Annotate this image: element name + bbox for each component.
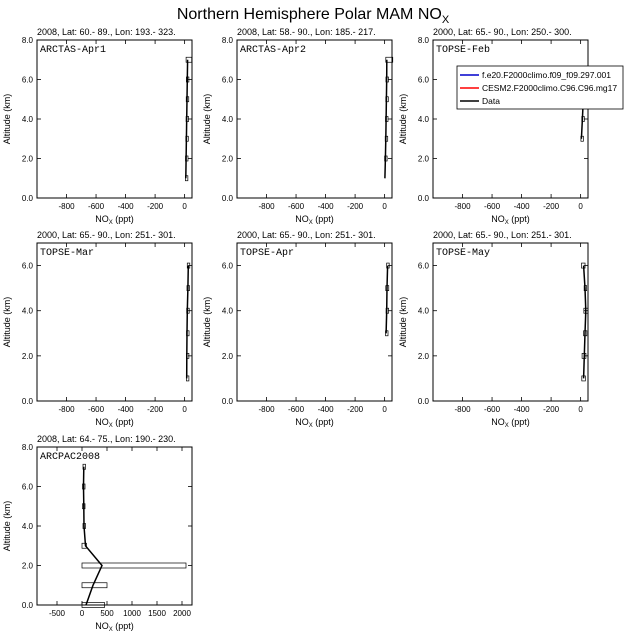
x-tick-label: -600 <box>288 405 305 414</box>
x-tick-label: 2000 <box>173 609 191 618</box>
y-axis-label: Altitude (km) <box>202 296 212 348</box>
x-axis-label: $NO_X$ (ppt) <box>295 214 334 226</box>
x-tick-label: -800 <box>454 405 471 414</box>
campaign-label: TOPSE-Mar <box>40 248 95 259</box>
x-tick-label: -400 <box>117 405 134 414</box>
data-series-line <box>386 266 388 334</box>
plot-frame <box>237 243 392 401</box>
panel-header: 2000, Lat: 65.- 90., Lon: 251.- 301. <box>37 230 176 240</box>
x-tick-label: -200 <box>347 202 364 211</box>
x-tick-label: -800 <box>258 405 275 414</box>
x-tick-label: -600 <box>88 202 105 211</box>
y-tick-label: 0.0 <box>21 397 33 406</box>
panel-header: 2008, Lat: 58.- 90., Lon: 185.- 217. <box>237 27 376 37</box>
x-tick-label: 0 <box>182 405 187 414</box>
y-tick-label: 2.0 <box>221 154 233 164</box>
y-axis-label: Altitude (km) <box>2 296 12 348</box>
x-tick-label: -400 <box>317 405 334 414</box>
y-tick-label: 8.0 <box>221 36 233 45</box>
y-tick-label: 8.0 <box>21 36 33 45</box>
panels <box>2 27 588 633</box>
x-tick-label: -800 <box>258 202 275 211</box>
panel-header: 2008, Lat: 64.- 75., Lon: 190.- 230. <box>37 434 176 444</box>
x-tick-label: 0 <box>182 202 187 211</box>
y-tick-label: 0.0 <box>21 194 33 203</box>
panel-header: 2000, Lat: 65.- 90., Lon: 250.- 300. <box>433 27 572 37</box>
chart-panel <box>2 27 192 226</box>
figure-title <box>177 6 450 26</box>
x-tick-label: -600 <box>484 405 501 414</box>
panel-header: 2008, Lat: 60.- 89., Lon: 193.- 323. <box>37 27 176 37</box>
y-tick-label: 2.0 <box>21 351 33 361</box>
x-tick-label: -400 <box>317 202 334 211</box>
y-tick-label: 2.0 <box>417 351 429 361</box>
figure-title-subscript: X <box>441 14 450 26</box>
x-tick-label: 0 <box>382 405 387 414</box>
x-tick-label: -600 <box>88 405 105 414</box>
chart-panel <box>2 230 192 429</box>
x-axis-label: $NO_X$ (ppt) <box>295 417 334 429</box>
x-tick-label: 1500 <box>148 609 166 618</box>
data-series-line <box>84 467 103 605</box>
y-tick-label: 6.0 <box>417 75 429 85</box>
x-axis-label: $NO_X$ (ppt) <box>95 417 134 429</box>
x-tick-label: 0 <box>382 202 387 211</box>
y-axis-label: Altitude (km) <box>398 296 408 348</box>
x-tick-label: -400 <box>513 202 530 211</box>
x-tick-label: -600 <box>288 202 305 211</box>
x-tick-label: -500 <box>48 609 66 618</box>
y-tick-label: 0.0 <box>417 397 429 406</box>
y-tick-label: 4.0 <box>417 115 429 124</box>
x-tick-label: 0 <box>578 405 583 414</box>
x-tick-label: -200 <box>543 202 560 211</box>
y-tick-label: 6.0 <box>221 75 233 85</box>
campaign-label: TOPSE-May <box>436 248 491 259</box>
y-tick-label: 2.0 <box>417 154 429 164</box>
chart-panel <box>202 27 393 226</box>
x-tick-label: 1000 <box>123 609 141 618</box>
plot-frame <box>237 40 392 198</box>
data-series-line <box>584 266 586 379</box>
plot-frame <box>433 40 588 198</box>
y-tick-label: 2.0 <box>221 351 233 361</box>
y-tick-label: 4.0 <box>221 306 233 316</box>
x-tick-label: -800 <box>454 202 471 211</box>
data-range-box <box>82 563 186 568</box>
campaign-label: TOPSE-Feb <box>436 45 491 56</box>
y-tick-label: 4.0 <box>21 522 33 531</box>
x-tick-label: -800 <box>58 202 75 211</box>
x-tick-label: 500 <box>100 609 114 618</box>
x-tick-label: 0 <box>79 609 85 618</box>
x-axis-label: $NO_X$ (ppt) <box>491 417 530 429</box>
x-axis-label: $NO_X$ (ppt) <box>95 621 134 633</box>
chart-panel <box>398 27 588 226</box>
legend-label: Data <box>482 96 500 106</box>
y-axis-label: Altitude (km) <box>202 93 212 145</box>
y-axis-label: Altitude (km) <box>2 500 12 552</box>
plot-frame <box>433 243 588 401</box>
campaign-label: ARCPAC2008 <box>40 452 101 463</box>
plot-frame <box>37 447 192 605</box>
y-tick-label: 8.0 <box>21 443 33 452</box>
panel-header: 2000, Lat: 65.- 90., Lon: 251.- 301. <box>433 230 572 240</box>
y-tick-label: 0.0 <box>417 194 429 203</box>
panel-header: 2000, Lat: 65.- 90., Lon: 251.- 301. <box>237 230 376 240</box>
y-tick-label: 0.0 <box>221 194 233 203</box>
x-axis-label: $NO_X$ (ppt) <box>95 214 134 226</box>
y-tick-label: 6.0 <box>21 482 33 492</box>
y-tick-label: 0.0 <box>21 601 33 610</box>
x-tick-label: -400 <box>513 405 530 414</box>
y-tick-label: 0.0 <box>221 397 233 406</box>
campaign-label: ARCTAS-Apr2 <box>240 45 307 56</box>
x-tick-label: -200 <box>543 405 560 414</box>
figure-title-text: Northern Hemisphere Polar MAM NO <box>176 6 442 23</box>
legend-label: CESM2.F2000climo.C96.C96.mg17 <box>482 83 618 93</box>
x-axis-label: $NO_X$ (ppt) <box>491 214 530 226</box>
x-tick-label: -400 <box>117 202 134 211</box>
data-series-line <box>187 266 189 379</box>
y-axis-label: Altitude (km) <box>2 93 12 145</box>
y-tick-label: 8.0 <box>417 36 429 45</box>
x-tick-label: -600 <box>484 202 501 211</box>
plot-frame <box>37 40 192 198</box>
x-tick-label: -800 <box>58 405 75 414</box>
x-tick-label: -200 <box>347 405 364 414</box>
y-tick-label: 4.0 <box>21 115 33 124</box>
legend <box>457 66 623 109</box>
x-tick-label: -200 <box>147 202 164 211</box>
campaign-label: ARCTAS-Apr1 <box>40 45 107 56</box>
y-tick-label: 6.0 <box>221 261 233 271</box>
y-tick-label: 2.0 <box>21 154 33 164</box>
x-tick-label: 0 <box>578 202 583 211</box>
y-tick-label: 6.0 <box>417 261 429 271</box>
campaign-label: TOPSE-Apr <box>240 248 295 259</box>
chart-panel <box>2 434 192 633</box>
y-tick-label: 4.0 <box>221 115 233 124</box>
legend-label: f.e20.F2000climo.f09_f09.297.001 <box>482 70 612 80</box>
x-tick-label: -200 <box>147 405 164 414</box>
y-tick-label: 2.0 <box>21 561 33 571</box>
y-tick-label: 4.0 <box>417 306 429 316</box>
svg-text:Northern Hemisphere Polar MAM <box>177 6 450 26</box>
chart-panel <box>398 230 588 429</box>
y-tick-label: 6.0 <box>21 75 33 85</box>
y-tick-label: 6.0 <box>21 261 33 271</box>
y-axis-label: Altitude (km) <box>398 93 408 145</box>
chart-panel <box>202 230 392 429</box>
y-tick-label: 4.0 <box>21 306 33 316</box>
plot-frame <box>37 243 192 401</box>
